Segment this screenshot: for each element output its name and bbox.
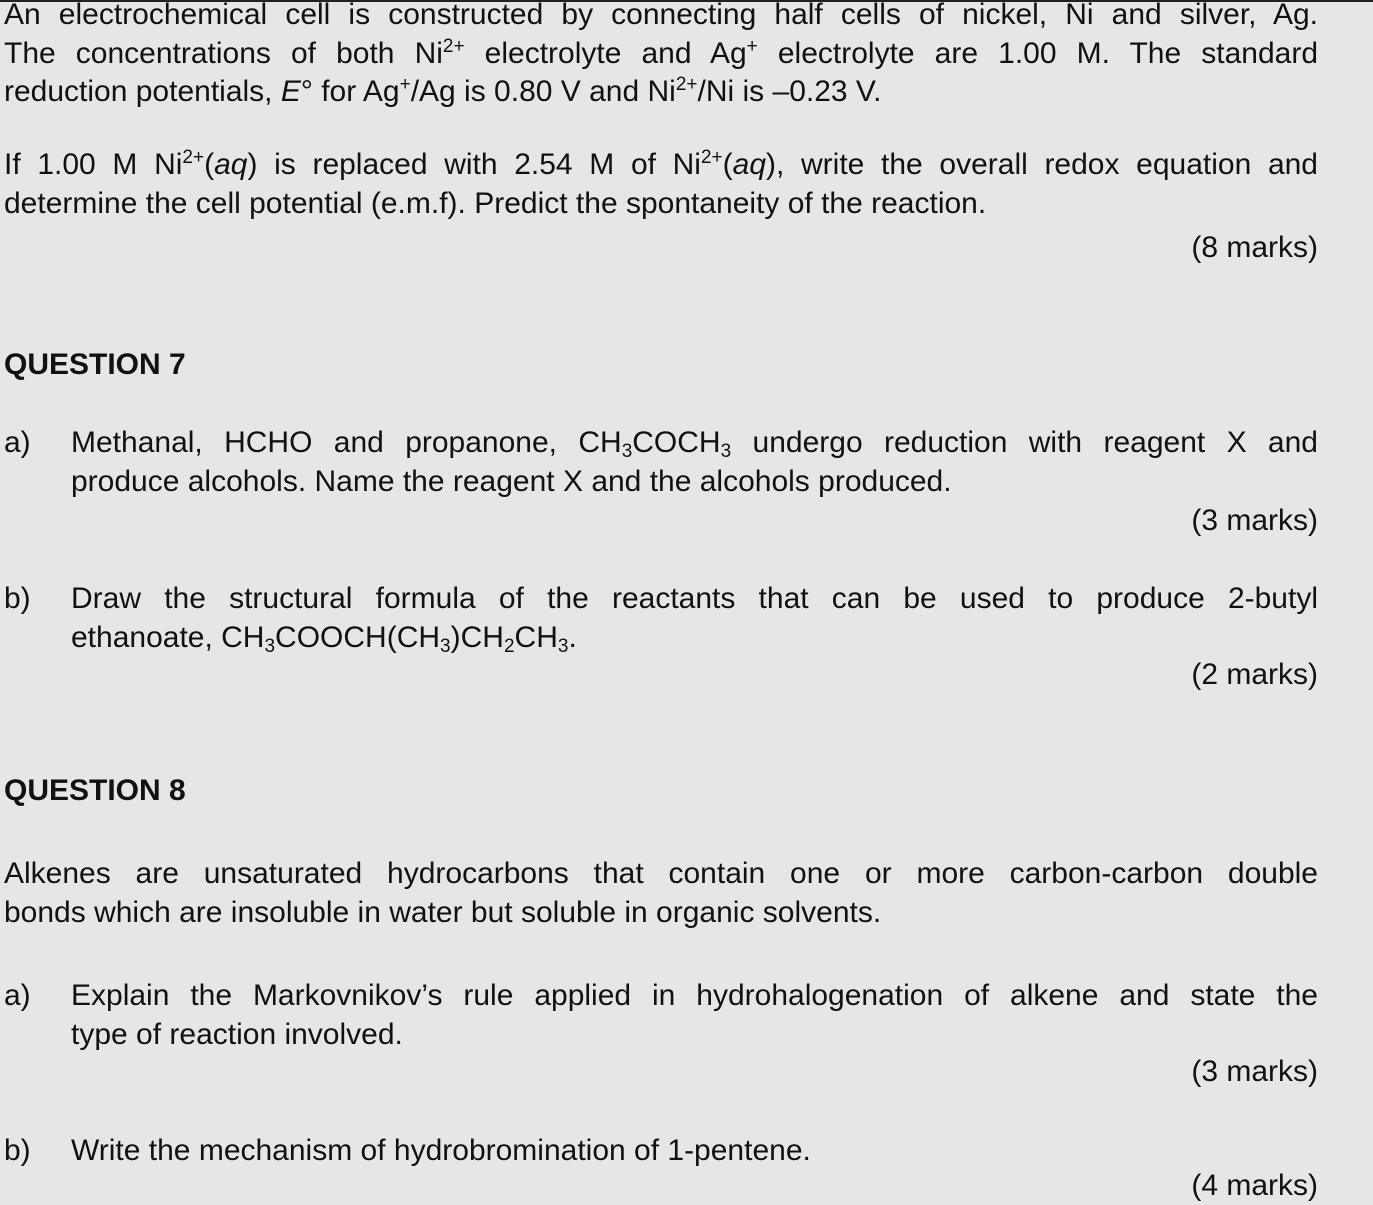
intro-line-2: The concentrations of both $Ni^{2+}$ electrolyte and Ag+ electrolyte are 1.00 M. The standard	[4, 35, 1319, 70]
q7a-marks: (3 marks)	[1191, 504, 1318, 537]
question7-heading: QUESTION 7	[4, 348, 186, 381]
q8a-line-1: Explain the Markovnikov’s rule applied in hydrohalogenation of alkene and state the	[71, 979, 1318, 1012]
q8b-body	[71, 1132, 1318, 1171]
q8a-line-2: type of reaction involved.	[71, 1017, 403, 1051]
q7b-line-1: Draw the structural formula of the reactants that can be used to produce 2-butyl	[71, 582, 1318, 615]
q8b-label: b)	[4, 1134, 31, 1167]
intro-line-3: reduction potentials, E° for Ag+/Ag is 0.80 V and $Ni^{2+}/Ni$ is –0.23 V.	[4, 74, 882, 108]
q8b-marks: (4 marks)	[1191, 1169, 1318, 1202]
q7a-line-1: Methanal, HCHO and propanone, $CH_3COCH_3$ undergo reduction with reagent X and	[71, 426, 1318, 462]
question7-part-b	[4, 580, 1318, 657]
q8-intro-line-2: bonds which are insoluble in water but soluble in organic solvents.	[4, 895, 882, 929]
q6-marks: (8 marks)	[1191, 231, 1318, 264]
intro-line-1: An electrochemical cell is constructed by connecting half cells of nickel, Ni and silver, Ag.	[4, 0, 1318, 31]
q8-intro-line-1: Alkenes are unsaturated hydrocarbons that contain one or more carbon-carbon double	[4, 857, 1318, 890]
question7-part-a	[4, 424, 1318, 501]
q7b-marks: (2 marks)	[1191, 658, 1318, 691]
q7b-label: b)	[4, 582, 31, 615]
q6-line-1: If 1.00 M $Ni^{2+}(aq)$ is replaced with 2.54 M of $Ni^{2+}(aq)$, write the overall redox equation and	[4, 147, 1318, 181]
intro-paragraph	[4, 0, 1318, 112]
question6-part-paragraph	[4, 146, 1318, 223]
q8a-marks: (3 marks)	[1191, 1055, 1318, 1088]
q8a-label: a)	[4, 979, 31, 1012]
q7b-line-2: ethanoate, $CH_3COOCH(CH_3)CH_2CH_3$.	[71, 620, 577, 657]
question8-heading: QUESTION 8	[4, 774, 186, 807]
q6-line-2: determine the cell potential (e.m.f). Predict the spontaneity of the reaction.	[4, 186, 987, 220]
question8-part-b	[4, 1132, 1318, 1171]
q7a-body	[71, 424, 1318, 501]
q7b-body	[71, 580, 1318, 657]
question8-intro	[4, 855, 1318, 932]
q8b-line-1: Write the mechanism of hydrobromination of 1-pentene.	[71, 1134, 811, 1167]
question8-part-a	[4, 977, 1318, 1054]
q8a-body	[71, 977, 1318, 1054]
q7a-label: a)	[4, 426, 31, 459]
q7a-line-2: produce alcohols. Name the reagent X and the alcohols produced.	[71, 464, 952, 498]
